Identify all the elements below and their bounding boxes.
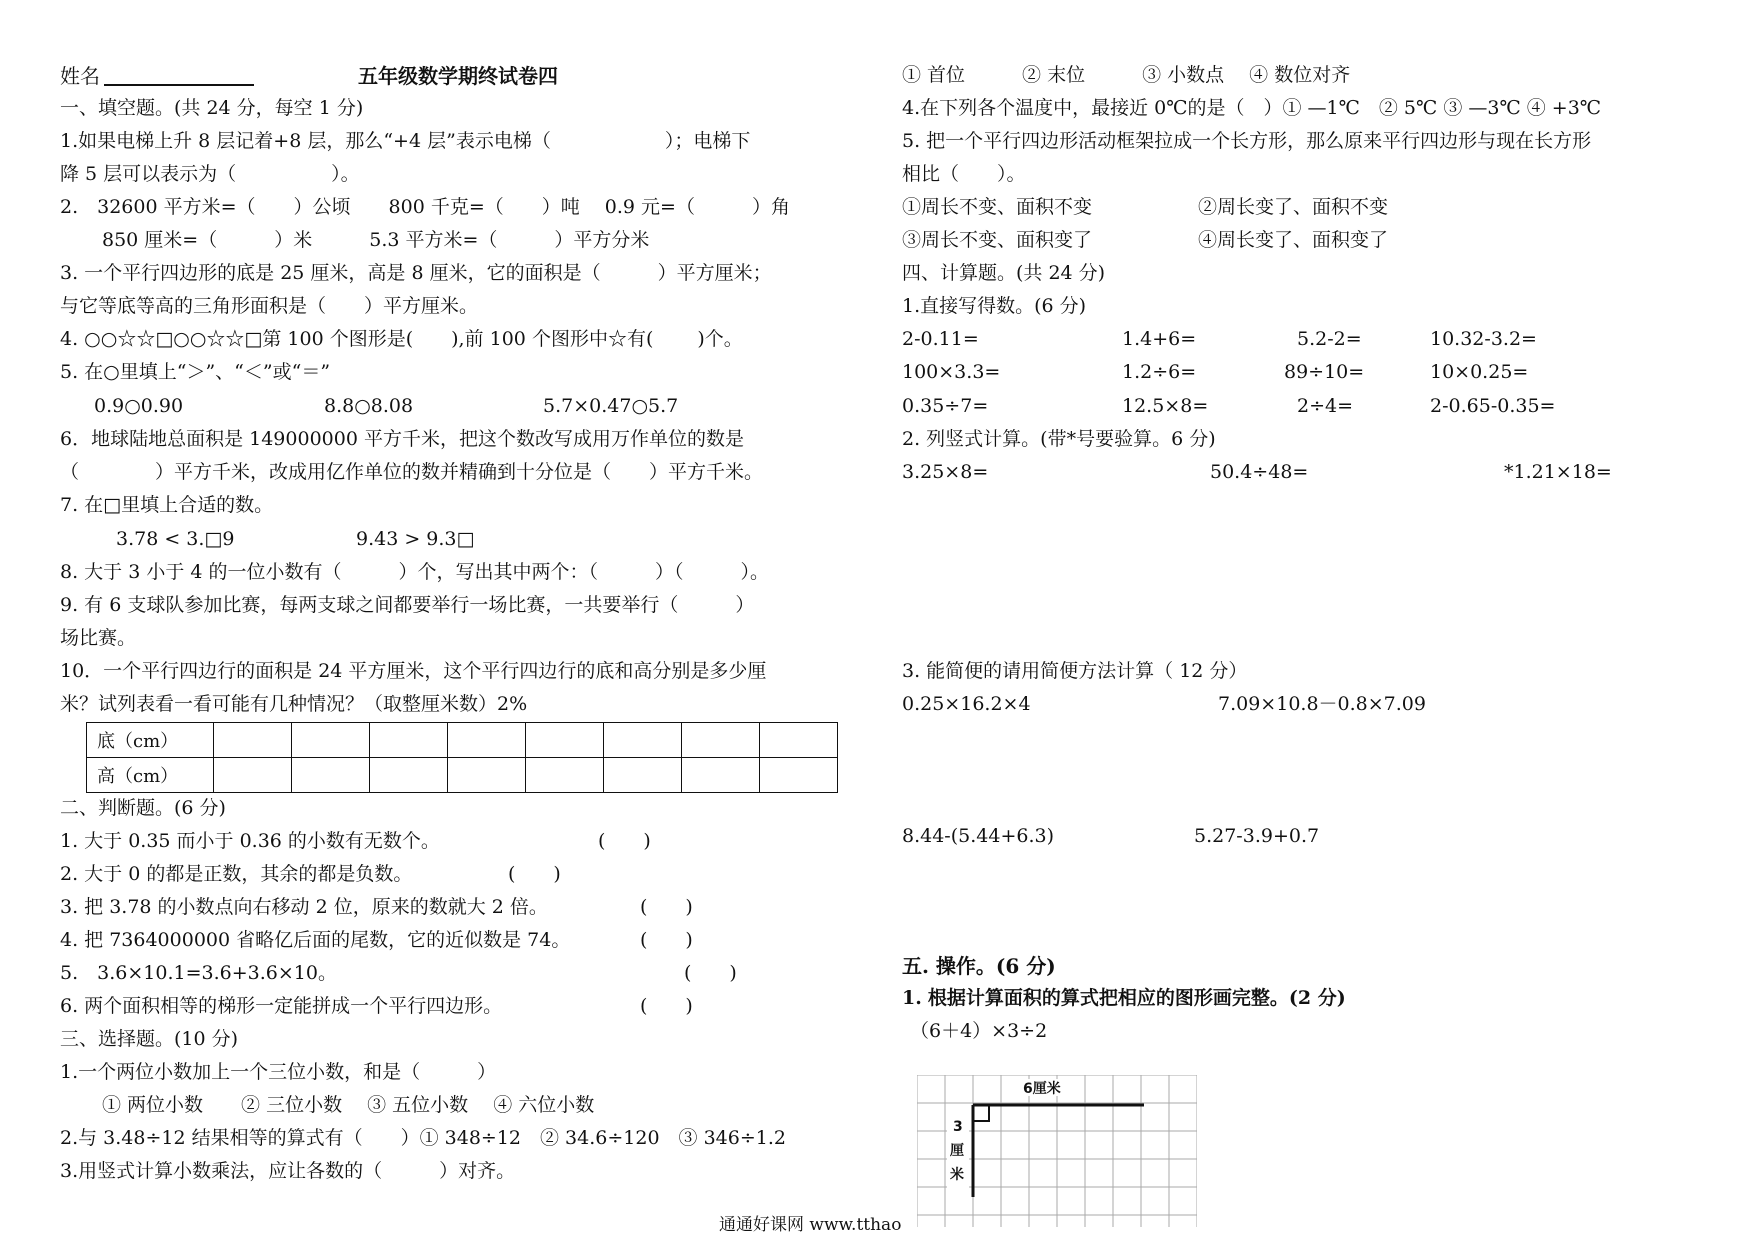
calc-2-item: 50.4÷48= — [1210, 461, 1309, 483]
table-cell[interactable] — [370, 758, 448, 793]
judge-4: 4. 把 7364000000 省略亿后面的尾数，它的近似数是 74。 — [60, 929, 571, 951]
calc-1-item: 12.5×8= — [1122, 395, 1209, 417]
judge-6-answer[interactable]: ( ) — [640, 995, 693, 1017]
table-cell[interactable] — [292, 758, 370, 793]
calc-1-item: 100×3.3= — [902, 361, 1001, 383]
question-1-line2: 降 5 层可以表示为（ ）。 — [60, 163, 360, 185]
figure-side-label: 米 — [950, 1167, 964, 1183]
question-1-line1: 1.如果电梯上升 8 层记着+8 层，那么“+4 层”表示电梯（ ）；电梯下 — [60, 130, 751, 152]
table-cell[interactable] — [292, 723, 370, 758]
calc-3-item: 7.09×10.8－0.8×7.09 — [1218, 693, 1426, 715]
table-cell[interactable] — [682, 758, 760, 793]
judge-1-answer[interactable]: ( ) — [598, 830, 651, 852]
exam-title: 五年级数学期终试卷四 — [358, 64, 558, 88]
calc-2-item: 3.25×8= — [902, 461, 989, 483]
table-cell[interactable] — [214, 758, 292, 793]
calc-2-title: 2. 列竖式计算。(带*号要验算。6 分) — [902, 428, 1216, 450]
question-6-line1: 6．地球陆地总面积是 149000000 平方千米，把这个数改写成用万作单位的数是 — [60, 428, 744, 450]
question-5-item-a: 0.9○0.90 — [94, 395, 184, 417]
figure-side-label: 3 — [953, 1119, 963, 1135]
choice-5-line1: 5. 把一个平行四边形活动框架拉成一个长方形，那么原来平行四边形与现在长方形 — [902, 130, 1592, 152]
choice-5-option-4: ④周长变了、面积变了 — [1198, 229, 1389, 251]
calc-1-item: 89÷10= — [1284, 361, 1365, 383]
question-5-item-c: 5.7×0.47○5.7 — [543, 395, 679, 417]
calc-1-item: 1.4+6= — [1122, 328, 1197, 350]
calc-3-item: 5.27-3.9+0.7 — [1194, 825, 1320, 847]
operation-1 — [902, 989, 1346, 1008]
table-cell[interactable] — [448, 758, 526, 793]
choice-4: 4.在下列各个温度中，最接近 0℃的是（ ）① —1℃ ② 5℃ ③ —3℃ ④ +3℃ — [902, 97, 1602, 119]
table-cell[interactable] — [760, 723, 838, 758]
judge-5: 5. 3.6×10.1=3.6+3.6×10。 — [60, 962, 337, 984]
table-cell[interactable] — [604, 758, 682, 793]
section-4-title: 四、计算题。(共 24 分) — [902, 262, 1106, 284]
choice-1-options: ① 两位小数 ② 三位小数 ③ 五位小数 ④ 六位小数 — [102, 1094, 595, 1116]
table-cell[interactable] — [604, 723, 682, 758]
calc-1-item: 10.32-3.2= — [1430, 328, 1537, 350]
calc-1-item: 0.35÷7= — [902, 395, 989, 417]
choice-5-option-1: ①周长不变、面积不变 — [902, 196, 1093, 218]
question-6-line2: （ ）平方千米，改成用亿作单位的数并精确到十分位是（ ）平方千米。 — [60, 461, 764, 483]
calc-1-item: 1.2÷6= — [1122, 361, 1197, 383]
table-cell[interactable] — [214, 723, 292, 758]
grid-figure[interactable] — [917, 1075, 1197, 1227]
table-row — [87, 758, 838, 793]
calc-1-item: 5.2-2= — [1297, 328, 1362, 350]
question-9-line1: 9. 有 6 支球队参加比赛，每两支球之间都要举行一场比赛，一共要举行（ ） — [60, 594, 755, 616]
calc-1-item: 2÷4= — [1297, 395, 1354, 417]
name-label: 姓名 — [60, 64, 100, 88]
question-9-line2: 场比赛。 — [60, 627, 137, 649]
question-10-line1: 10．一个平行四边行的面积是 24 平方厘米，这个平行四边行的底和高分别是多少厘 — [60, 660, 767, 682]
judge-2-answer[interactable]: ( ) — [508, 863, 561, 885]
choice-1: 1.一个两位小数加上一个三位小数，和是（ ） — [60, 1061, 497, 1083]
table-cell[interactable] — [682, 723, 760, 758]
operation-1-number: 1. — [902, 987, 922, 1009]
question-7-item-a: 3.78 < 3.□9 — [116, 528, 235, 550]
table-cell[interactable] — [448, 723, 526, 758]
question-7-item-b: 9.43 > 9.3□ — [356, 528, 475, 550]
question-3-line2: 与它等底等高的三角形面积是（ ）平方厘米。 — [60, 295, 479, 317]
name-blank[interactable] — [104, 66, 254, 86]
judge-4-answer[interactable]: ( ) — [640, 929, 693, 951]
question-4: 4. ○○☆☆□○○☆☆□第 100 个图形是( ),前 100 个图形中☆有( )个。 — [60, 328, 743, 350]
operation-1-text: 根据计算面积的算式把相应的图形画完整。(2 分) — [927, 987, 1346, 1009]
question-7: 7. 在□里填上合适的数。 — [60, 494, 274, 516]
choice-3-options: ① 首位 ② 末位 ③ 小数点 ④ 数位对齐 — [902, 64, 1351, 86]
judge-1: 1. 大于 0.35 而小于 0.36 的小数有无数个。 — [60, 830, 440, 852]
table-cell[interactable] — [370, 723, 448, 758]
table-row — [87, 723, 838, 758]
table-cell[interactable] — [526, 758, 604, 793]
section-3-title: 三、选择题。(10 分) — [60, 1028, 239, 1050]
figure-side-label: 厘 — [950, 1143, 964, 1159]
calc-1-title: 1.直接写得数。(6 分) — [902, 295, 1087, 317]
calc-2-item: *1.21×18= — [1504, 461, 1612, 483]
section-5-title: 五. 操作。(6 分) — [902, 954, 1056, 978]
calc-3-title: 3. 能简便的请用简便方法计算（ 12 分） — [902, 660, 1248, 682]
name-field — [60, 66, 254, 86]
question-2-line2: 850 厘米=（ ）米 5.3 平方米=（ ）平方分米 — [102, 229, 650, 251]
choice-5-option-2: ②周长变了、面积不变 — [1198, 196, 1389, 218]
question-10-line2: 米？试列表看一看可能有几种情况？（取整厘米数）2% — [60, 693, 528, 715]
judge-3-answer[interactable]: ( ) — [640, 896, 693, 918]
question-3-line1: 3. 一个平行四边形的底是 25 厘米，高是 8 厘米，它的面积是（ ）平方厘米； — [60, 262, 772, 284]
right-angle-mark — [973, 1105, 989, 1121]
choice-5-line2: 相比（ ）。 — [902, 163, 1026, 185]
judge-6: 6. 两个面积相等的梯形一定能拼成一个平行四边形。 — [60, 995, 503, 1017]
question-5-item-b: 8.8○8.08 — [324, 395, 414, 417]
table-row-label-height: 高（cm） — [87, 758, 214, 793]
choice-5-option-3: ③周长不变、面积变了 — [902, 229, 1093, 251]
calc-3-item: 0.25×16.2×4 — [902, 693, 1031, 715]
figure-top-label: 6厘米 — [1023, 1081, 1061, 1097]
choice-2: 2.与 3.48÷12 结果相等的算式有（ ）① 348÷12 ② 34.6÷120 ③ 346÷1.2 — [60, 1127, 786, 1149]
question-2-line1: 2. 32600 平方米=（ ）公顷 800 千克=（ ）吨 0.9 元=（ ）角 — [60, 196, 790, 218]
calc-1-item: 10×0.25= — [1430, 361, 1529, 383]
calc-1-item: 2-0.11= — [902, 328, 979, 350]
judge-3: 3. 把 3.78 的小数点向右移动 2 位，原来的数就大 2 倍。 — [60, 896, 548, 918]
judge-2: 2. 大于 0 的都是正数，其余的都是负数。 — [60, 863, 413, 885]
table-row-label-base: 底（cm） — [87, 723, 214, 758]
operation-1-formula: （6＋4）×3÷2 — [910, 1020, 1048, 1042]
calc-3-item: 8.44-(5.44+6.3) — [902, 825, 1054, 847]
footer-watermark: 通通好课网 www.tthao — [719, 1215, 902, 1235]
calc-1-item: 2-0.65-0.35= — [1430, 395, 1556, 417]
answer-table — [86, 722, 838, 793]
judge-5-answer[interactable]: ( ) — [684, 962, 737, 984]
choice-3: 3.用竖式计算小数乘法，应让各数的（ ）对齐。 — [60, 1160, 516, 1182]
question-8: 8. 大于 3 小于 4 的一位小数有（ ）个，写出其中两个：（ ）（ ）。 — [60, 561, 770, 583]
section-1-title: 一、填空题。(共 24 分，每空 1 分) — [60, 97, 364, 119]
question-5: 5. 在○里填上“＞”、“＜”或“＝” — [60, 361, 331, 383]
table-cell[interactable] — [760, 758, 838, 793]
section-2-title: 二、判断题。(6 分) — [60, 797, 226, 819]
table-cell[interactable] — [526, 723, 604, 758]
